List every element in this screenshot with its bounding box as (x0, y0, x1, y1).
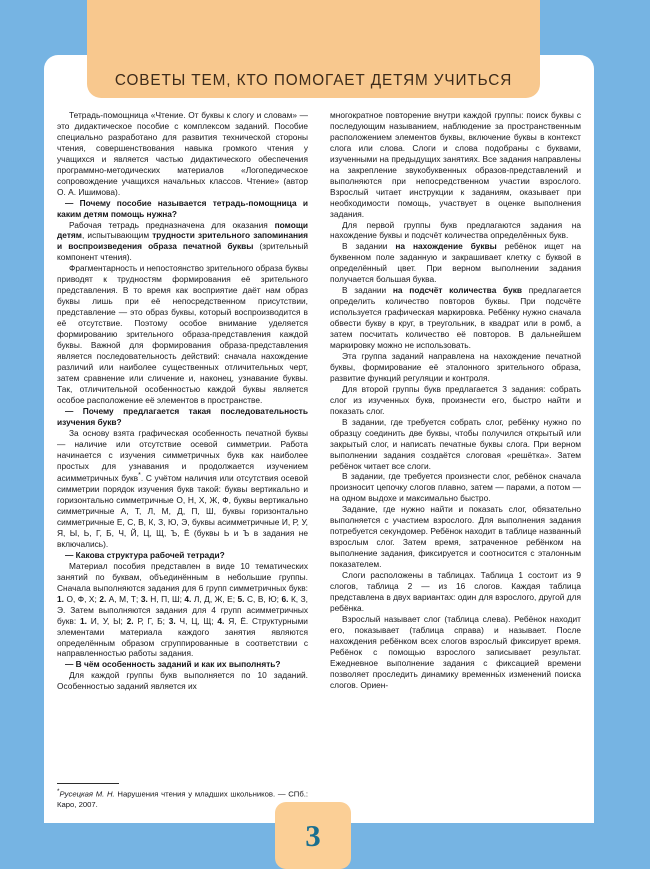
text-run: Я, Ё. Структурными элементами материала каждого занятия являются определённым образом сгруппированные в соответствии с направленностью работы задания. (57, 615, 308, 659)
question-paragraph (57, 406, 308, 428)
text-run: Задание, где нужно найти и показать слог, обязательно выполняется с участием взрослого. Для выполнения задания потребуется секундомер. Ребёнок находит в таблице названный взрослым слог. Затем время, затраченное ребёнком на выполнение задания, фиксируется и соотносится с эталонным показателем. (330, 504, 581, 570)
text-run: Для второй группы букв предлагается 3 задания: собрать слог из изученных букв, произнести его, быстро найти и показать слог. (330, 383, 581, 416)
text-run: С, В, Ю; (244, 593, 282, 604)
text-run: предлагается определить количество повторов буквы. При подсчёте используется графическая маркировка. Ребёнку нужно сначала обвести букву в круг, в треугольник, в квадрат или в ромб, а затем посчитать количество её повторов. В дальнейшем маркировку можно не использовать. (330, 285, 582, 351)
page-number-badge (275, 802, 351, 869)
text-run: Ч, Ц, Щ; (175, 615, 218, 626)
emphasis-text: 2. (126, 615, 134, 626)
footnote-source: Нарушения чтения у младших школьников. — СПб.: Каро, 2007. (57, 789, 308, 809)
body-paragraph (57, 428, 308, 550)
text-run: Р, Г, Б; (133, 615, 169, 626)
text-run: , испытывающим (81, 230, 153, 241)
text-run: Для каждой группы букв выполняется по 10 заданий. Особенностью заданий является их (57, 670, 308, 692)
text-run: К, З, Э. Затем выполняются задания для 4 групп асимметричных букв: (57, 593, 308, 626)
body-paragraph (330, 504, 581, 570)
text-run: Взрослый называет слог (таблица слева). Ребёнок находит его, показывает (таблица справа) и называет. После нахождения ребёнком всех слогов взрослый фиксирует время. Ребёнок с помощью взрослого записывает результат. Ежедневное выполнение задания с фиксацией времени позволяет проследить динамику временны́х изменений поиска слогов. Ориен- (330, 613, 581, 690)
question-paragraph (57, 659, 308, 670)
emphasis-text: — Почему пособие называется тетрадь-помощница и каким детям помощь нужна? (57, 197, 308, 219)
text-columns (44, 110, 594, 810)
body-paragraph (330, 220, 581, 242)
emphasis-text: — В чём особенность заданий и как их выполнять? (65, 659, 281, 670)
emphasis-text: 4. (217, 615, 225, 626)
body-paragraph (330, 241, 581, 285)
text-run: многократное повторение внутри каждой группы: поиск буквы с последующим называнием, наблюдение за пространственным расположением элементов буквы, включение буквы в контекст слога или слова. Слоги и слова подобраны с буквами, изученными на предыдущих занятиях. Все задания направлены на закрепление звукобуквенных образов-представлений и выполняются при непосредственном участии взрослого. Взрослый читает инструкции к заданиям, оказывает при необходимости помощь, участвует в оценке выполнения задания. (330, 110, 581, 219)
body-paragraph (330, 614, 581, 691)
text-run: А, М, Т; (106, 593, 141, 604)
text-run: В задании, где требуется собрать слог, ребёнку нужно по образцу соединить две буквы, чтобы получился открытый или закрытый слог, и написать печатные буквы слога. При верном выполнении задания создаётся слоговая «решётка». Затем ребёнок читает все слоги. (330, 416, 581, 471)
body-paragraph (57, 670, 308, 692)
question-paragraph (57, 550, 308, 561)
emphasis-text: на нахождение буквы (395, 241, 497, 252)
emphasis-text: 6. (281, 593, 289, 604)
body-paragraph (330, 570, 581, 614)
footnote-text (57, 787, 308, 810)
body-paragraph (330, 110, 581, 220)
body-paragraph (330, 384, 581, 417)
emphasis-text: 4. (184, 593, 192, 604)
footnote-rule (57, 783, 119, 784)
left-text-column (44, 110, 319, 810)
emphasis-text: 1. (79, 615, 87, 626)
emphasis-text: помощи детям (57, 219, 308, 241)
text-run: Тетрадь-помощница «Чтение. От буквы к слогу и словам» — это дидактическое пособие с комплексом заданий. Пособие специально разработано для развития технической стороны чтения, совершенствования навыка громкого чтения у учащихся и является частью дидактического обеспечения программно-методических материалов «Логопедическое сопровождение учащихся начальных классов. Чтение» (автор О. А. Ишимова). (57, 110, 308, 197)
question-paragraph (57, 198, 308, 220)
footnote (57, 783, 308, 810)
text-run: . С учётом наличия или отсутствия осевой симметрии порядок изучения букв такой: буквы вертикально и горизонтально симметричные О, Н, Х, Ж, Ф, буквы вертикально симметричные А, Т, Л, М, Д, П, Ш, буквы горизонтально симметричные Е, С, В, К, З, Ю, Э, буквы асимметричные И, Р, У, Я, Ы, Ь, Г, Б, Ч, Й, Ц, Щ, Ъ, Ё (буквы Ь и Ъ в задания не включались). (57, 473, 308, 549)
page-title: СОВЕТЫ ТЕМ, КТО ПОМОГАЕТ ДЕТЯМ УЧИТЬСЯ (114, 72, 513, 89)
emphasis-text: на подсчёт количества букв (392, 285, 523, 296)
text-run: Н, П, Ш; (147, 593, 185, 604)
emphasis-text: — Почему предлагается такая последовательность изучения букв? (57, 405, 308, 427)
right-text-column (319, 110, 594, 810)
body-paragraph (330, 417, 581, 472)
text-run: О, Ф, Х; (63, 593, 100, 604)
emphasis-text: трудности зрительного запоминания и воспроизведения образа печатной буквы (57, 230, 309, 252)
footnote-author: Русецкая М. Н. (59, 789, 115, 799)
text-run: За основу взята графическая особенность печатной буквы — наличие или отсутствие осевой симметрии. Работа начинается с изучения симметричных букв как наиболее простых для узнавания и продолжается изучением асимметричных букв (57, 427, 308, 484)
text-run: В задании (342, 241, 396, 252)
emphasis-text: 1. (57, 593, 64, 604)
text-run: Слоги расположены в таблицах. Таблица 1 состоит из 9 слогов, таблица 2 — из 16 слогов. Каждая таблица представлена в двух вариантах: один для взрослого, другой для ребёнка. (330, 570, 581, 613)
text-run: Эта группа заданий направлена на нахождение печатной буквы, формирование её эталонного зрительного образа, развитие функций регуляции и контроля. (330, 350, 581, 383)
text-run: ребёнок ищет на буквенном поле заданную и закрашивает клетку с буквой в определённый цвет. При верном выполнении задания получается большая буква. (330, 241, 582, 285)
text-run: (зрительный компонент чтения). (57, 241, 308, 263)
body-paragraph (330, 285, 581, 351)
body-paragraph (330, 351, 581, 384)
footnote-marker: * (138, 472, 141, 480)
page-number: 3 (305, 818, 321, 853)
right-column-paragraphs (330, 110, 581, 691)
footnote-star: * (57, 788, 60, 796)
page-header-banner (87, 0, 540, 98)
text-run: Л, Д, Ж, Е; (191, 593, 238, 604)
text-run: В задании (342, 285, 393, 296)
emphasis-text: 5. (237, 593, 245, 604)
text-run: Рабочая тетрадь предназначена для оказания (69, 219, 275, 230)
body-paragraph (57, 110, 308, 198)
emphasis-text: 3. (140, 593, 148, 604)
body-paragraph (57, 263, 308, 405)
body-paragraph (330, 471, 581, 504)
body-paragraph (57, 220, 308, 264)
emphasis-text: — Какова структура рабочей тетради? (65, 549, 225, 560)
text-run: Для первой группы букв предлагаются задания на нахождение буквы и подсчёт количества определённых букв. (330, 219, 581, 241)
emphasis-text: 3. (168, 615, 176, 626)
text-run: Фрагментарность и непостоянство зрительного образа буквы приводят к трудностям формирования её зрительного представления. В то время как восприятие даёт нам образ буквы лишь при её непосредственном присутствии, представление — это образ буквы, который воспроизводится в её отсутствие. Поэтому особое внимание уделяется формированию зрительного образа-представления каждой буквы. Важной для формирования образа-представления является последовательность действий: сначала нахождение различий или наиболее существенных отличительных черт, затем сравнение или сличение и, наконец, узнавание буквы. Так, отличительной особенностью каждой буквы является особое расположение её элементов в пространстве. (57, 263, 308, 405)
left-column-paragraphs (57, 110, 308, 692)
emphasis-text: 2. (99, 593, 107, 604)
text-run: И, У, Ы; (86, 615, 127, 626)
body-paragraph (57, 561, 308, 660)
text-run: В задании, где требуется произнести слог, ребёнок сначала произносит цепочку слогов плавно, затем — парами, а потом — на одном выдохе и максимально быстро. (330, 471, 581, 504)
text-run: Материал пособия представлен в виде 10 тематических занятий по буквам, объединённым в небольшие группы. Сначала выполняются задания для 6 групп симметричных букв: (57, 560, 308, 593)
